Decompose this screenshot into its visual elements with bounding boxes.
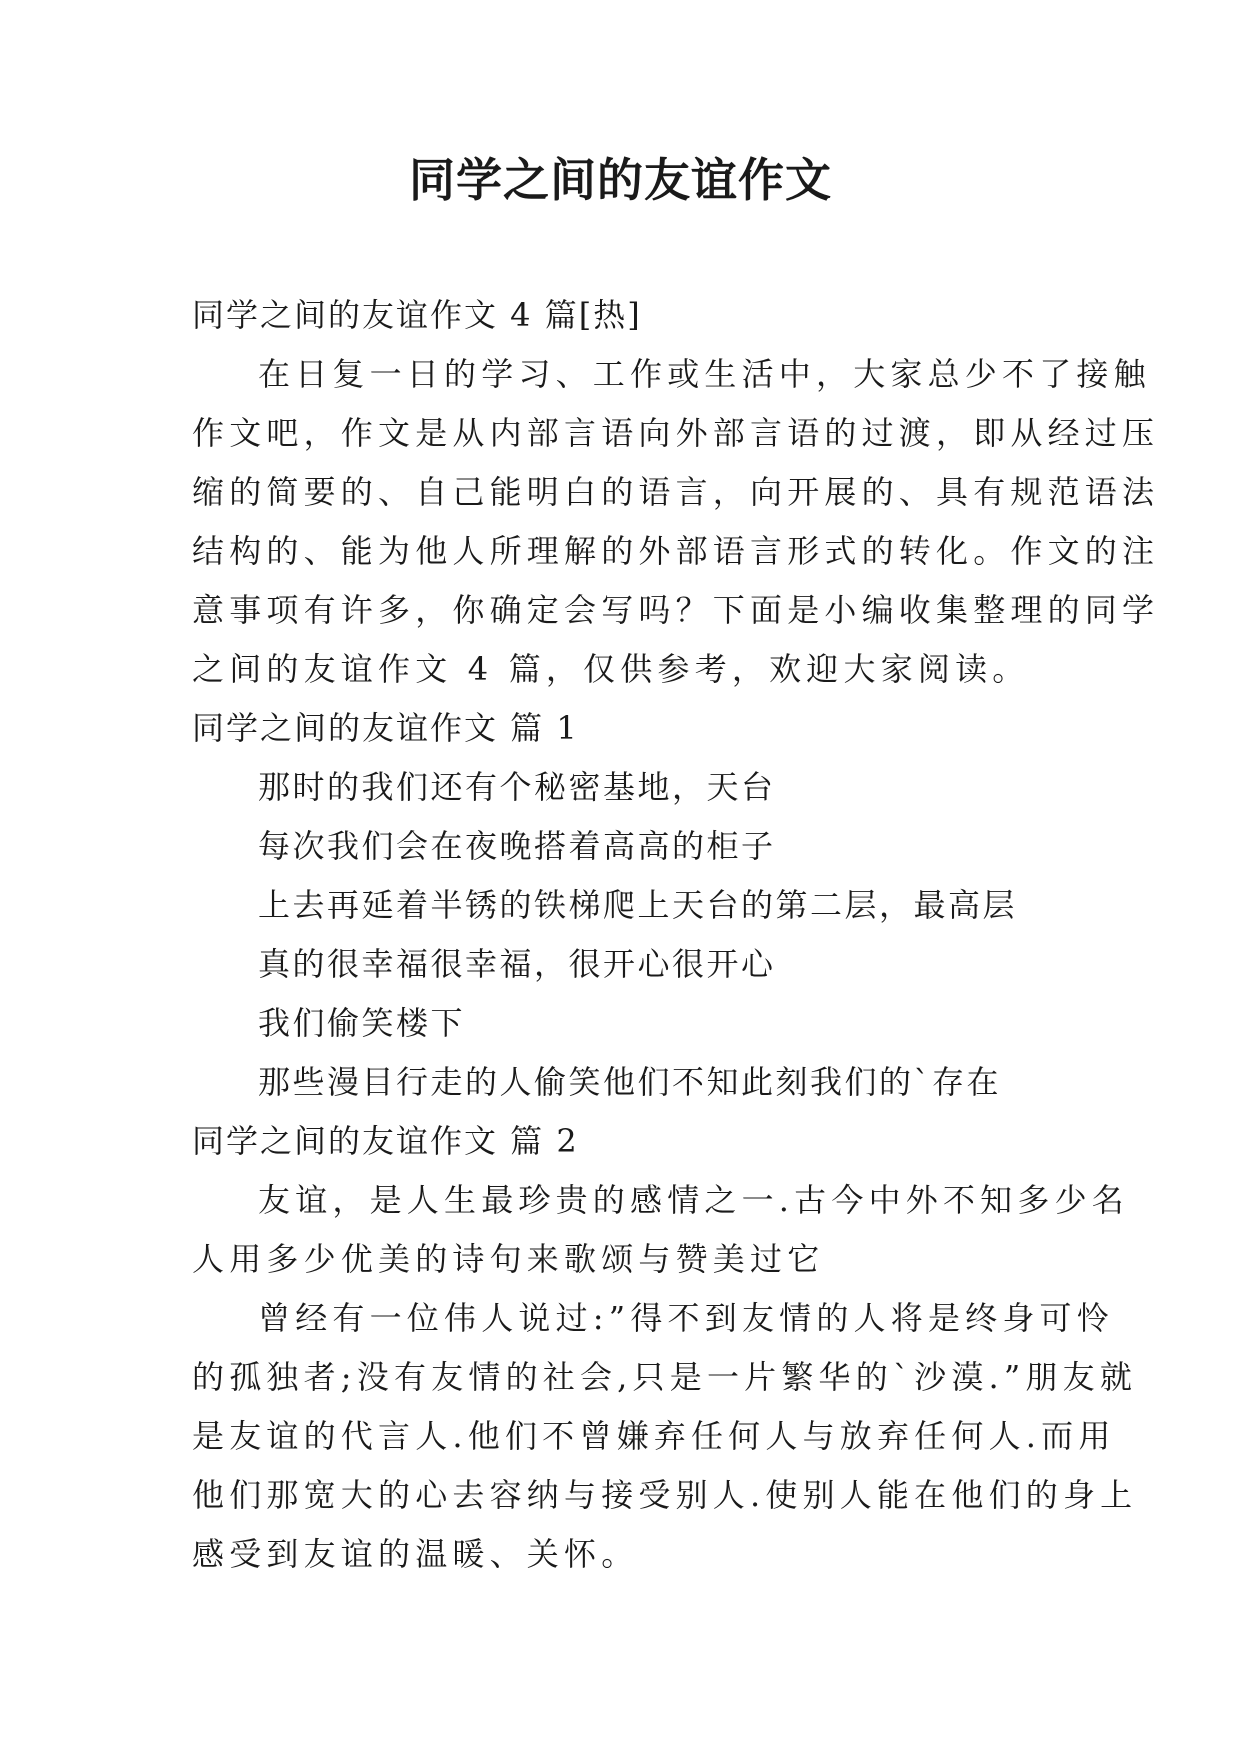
intro-heading: 同学之间的友谊作文 4 篇[热] <box>192 296 642 334</box>
paragraph-line: 他们那宽大的心去容纳与接受别人.使别人能在他们的身上 <box>192 1476 1138 1514</box>
paragraph-line: 作文吧，作文是从内部言语向外部言语的过渡，即从经过压 <box>192 414 1160 452</box>
poem-line: 那时的我们还有个秘密基地，天台 <box>258 768 776 806</box>
paragraph-line: 意事项有许多，你确定会写吗？下面是小编收集整理的同学 <box>192 591 1160 629</box>
section-heading-2: 同学之间的友谊作文 篇 2 <box>192 1122 579 1160</box>
document-body <box>192 286 1160 1584</box>
poem-line: 上去再延着半锈的铁梯爬上天台的第二层，最高层 <box>258 886 1018 924</box>
paragraph-line: 结构的、能为他人所理解的外部语言形式的转化。作文的注 <box>192 532 1160 570</box>
paragraph-line: 友谊，是人生最珍贵的感情之一.古今中外不知多少名 <box>258 1181 1129 1219</box>
poem-line: 我们偷笑楼下 <box>258 1004 466 1042</box>
paragraph-line: 在日复一日的学习、工作或生活中，大家总少不了接触 <box>258 355 1151 393</box>
paragraph-line: 是友谊的代言人.他们不曾嫌弃任何人与放弃任何人.而用 <box>192 1417 1116 1455</box>
paragraph-line: 曾经有一位伟人说过:”得不到友情的人将是终身可怜 <box>258 1299 1114 1337</box>
paragraph-line: 的孤独者;没有友情的社会,只是一片繁华的`沙漠.”朋友就 <box>192 1358 1138 1396</box>
paragraph-line: 之间的友谊作文 4 篇，仅供参考，欢迎大家阅读。 <box>192 650 1030 688</box>
poem-line: 每次我们会在夜晚搭着高高的柜子 <box>258 827 776 865</box>
paragraph-line: 感受到友谊的温暖、关怀。 <box>192 1535 639 1573</box>
section-heading-1: 同学之间的友谊作文 篇 1 <box>192 709 579 747</box>
poem-line: 真的很幸福很幸福，很开心很开心 <box>258 945 776 983</box>
paragraph-line: 人用多少优美的诗句来歌颂与赞美过它 <box>192 1240 825 1278</box>
paragraph-line: 缩的简要的、自己能明白的语言，向开展的、具有规范语法 <box>192 473 1160 511</box>
poem-line: 那些漫目行走的人偷笑他们不知此刻我们的`存在 <box>258 1063 1002 1101</box>
document-title: 同学之间的友谊作文 <box>409 153 832 207</box>
